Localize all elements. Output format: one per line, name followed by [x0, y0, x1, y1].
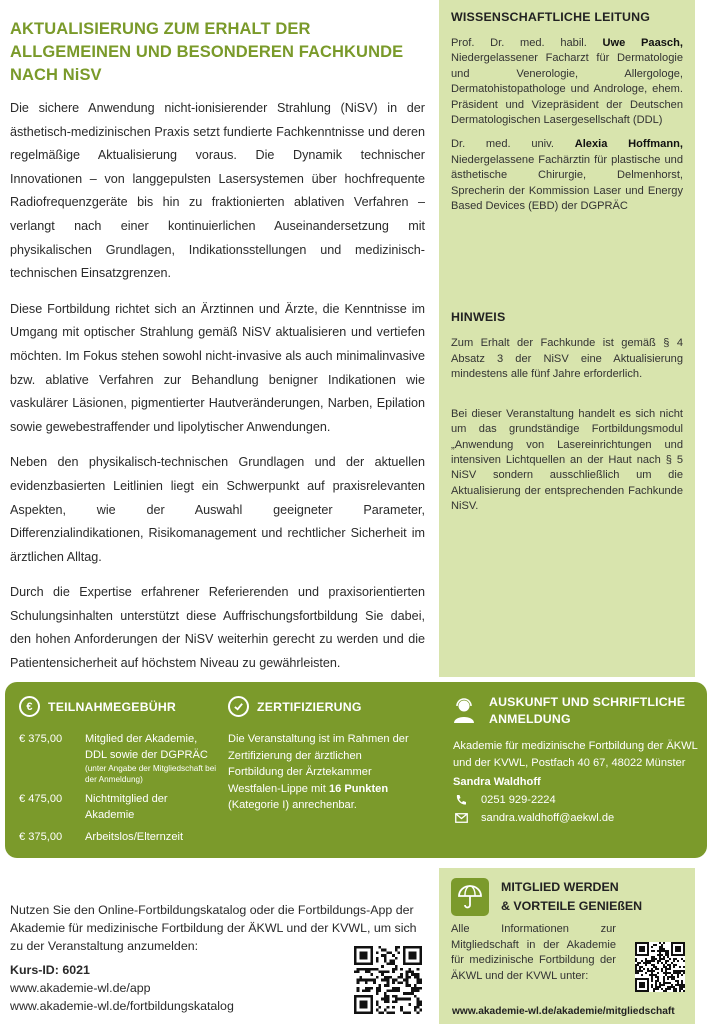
person-paasch — [451, 36, 683, 128]
certification-points: 16 Punkten — [328, 782, 389, 795]
phone-icon — [453, 794, 469, 806]
email-address[interactable]: sandra.waldhoff@aekwl.de — [481, 812, 615, 824]
fee-label — [85, 731, 219, 785]
certification-text — [228, 731, 420, 814]
phone-row[interactable] — [453, 794, 703, 806]
fee-note: (unter Angabe der Mitgliedschaft bei der Anmeldung) — [85, 764, 217, 784]
paragraph-focus: Neben den physikalisch-technischen Grundlagen und der aktuellen evidenzbasierten Leitlinien liegt ein Schwerpunkt auf praxisrelevanten Aspekten, wie der Auswahl geeigneter Parameter, Differenzialindikationen, Risikomanagement und rechtlicher Sicherheit im ärztlichen Alltag. — [10, 455, 425, 564]
fee-label: Nichtmitglied der Akademie — [85, 793, 168, 821]
hinweis-text-1: Zum Erhalt der Fachkunde ist gemäß § 4 Absatz 3 der NiSV eine Aktualisierung mindestens alle fünf Jahre erforderlich. — [451, 337, 683, 381]
certification-text-before: Die Veranstaltung ist im Rahmen der Zertifizierung der ärztlichen Fortbildung der Ärztekammer Westfalen-Lippe mit — [228, 733, 409, 795]
umbrella-icon — [451, 878, 489, 916]
person-headset-icon — [453, 698, 475, 724]
info-header — [453, 694, 703, 728]
leitung-heading: WISSENSCHAFTLICHE LEITUNG — [451, 10, 651, 24]
fees-section — [19, 696, 219, 845]
info-heading: AUSKUNFT UND SCHRIFTLICHE ANMELDUNG — [489, 695, 686, 726]
fee-price: € 375,00 — [19, 733, 63, 745]
email-row[interactable] — [453, 812, 703, 824]
person-prefix: Prof. Dr. med. habil. — [451, 37, 587, 49]
mail-icon — [453, 813, 469, 823]
membership-title-1: MITGLIED WERDEN — [501, 880, 619, 894]
membership-text: Alle Informationen zur Mitgliedschaft in der Akademie für medizinische Fortbildung der ÄKWL und der KVWL unter: — [451, 923, 616, 982]
main-content — [10, 18, 425, 688]
fees-header — [19, 696, 219, 717]
paragraph-audience: Diese Fortbildung richtet sich an Ärztinnen und Ärzte, die Kenntnisse im Umgang mit optischer Strahlung gemäß NiSV aktualisieren und vertiefen möchten. Im Fokus stehen sowohl nicht-invasive als auch minimalinvasive bzw. ablative Verfahren zur Behandlung benigner Indikationen wie vaskulärer Läsionen, pigmentierter Hautveränderungen, Narben, Epilation sowie gewebestraffender und lipolytischer Anwendungen. — [10, 301, 425, 434]
fee-row — [19, 829, 219, 845]
membership-title — [501, 878, 642, 916]
fee-price: € 375,00 — [19, 831, 63, 843]
phone-number[interactable]: 0251 929-2224 — [481, 794, 556, 806]
person-hoffmann — [451, 137, 683, 214]
link-katalog[interactable]: www.akademie-wl.de/fortbildungskatalog — [10, 999, 234, 1013]
fee-row — [19, 791, 219, 823]
hinweis-text-2: Bei dieser Veranstaltung handelt es sich nicht um das grundständige Fortbildungsmodul „Anwendung von Lasereinrichtungen und intensiven Lichtquellen an der Haut nach § 5 NiSV sondern ausschließlich um die Aktualisierung der entsprechenden Fachkunde NiSV. — [451, 407, 683, 513]
fee-label: Arbeitslos/Elternzeit — [85, 831, 184, 843]
paragraph-intro: Die sichere Anwendung nicht-ionisierender Strahlung (NiSV) in der ästhetisch-medizinischen Praxis setzt fundierte Fachkenntnisse und deren regelmäßige Aktualisierung voraus. Die Dynamik technischer Innovationen – von langgepulsten Lasersystemen über hochfrequente Radiofrequenzgeräte bis hin zu fraktionierten ablativen Verfahren – verlangt nach einer kontinuierlichen Auseinandersetzung mit physikalischen Grundlagen, Indikationsstellungen und medizinisch-technischen Einsatzgrenzen. — [10, 101, 425, 281]
fee-label-text: Mitglied der Akademie, DDL sowie der DGPRÄC — [85, 733, 208, 761]
certification-section — [228, 696, 428, 814]
hinweis-heading: HINWEIS — [451, 310, 506, 325]
page-title: AKTUALISIERUNG ZUM ERHALT DER ALLGEMEINEN UND BESONDEREN FACHKUNDE NACH NiSV — [10, 20, 404, 84]
qr-code-membership — [635, 942, 685, 992]
contact-name: Sandra Waldhoff — [453, 776, 541, 788]
fee-row — [19, 731, 219, 785]
person-prefix: Dr. med. univ. — [451, 138, 554, 151]
certification-text-after: (Kategorie I) anrechenbar. — [228, 799, 357, 811]
qr-code-catalog — [354, 946, 422, 1014]
membership-title-2: & VORTEILE GENIEßEN — [501, 899, 643, 913]
info-band — [5, 682, 707, 858]
membership-link[interactable]: www.akademie-wl.de/akademie/mitgliedschaft — [452, 1006, 675, 1017]
certification-header — [228, 696, 428, 717]
kurs-id: Kurs-ID: 6021 — [10, 963, 90, 977]
certification-heading: ZERTIFIZIERUNG — [257, 699, 362, 714]
info-org: Akademie für medizinische Fortbildung der ÄKWL und der KVWL, Postfach 40 67, 48022 Münster — [453, 740, 698, 769]
euro-icon: € — [19, 696, 40, 717]
fees-heading: TEILNAHMEGEBÜHR — [48, 699, 177, 714]
link-app[interactable]: www.akademie-wl.de/app — [10, 981, 151, 995]
check-icon — [228, 696, 249, 717]
person-name: Uwe Paasch, — [602, 37, 683, 49]
person-desc: Niedergelassener Facharzt für Dermatologie und Venerologie, Allergologe, Dermatohistopathologe und Androloge, ehem. Präsident und Vizepräsident der Deutschen Dermatologischen Lasergesellschaft (DDL) — [451, 52, 683, 127]
person-name: Alexia Hoffmann, — [574, 138, 683, 151]
membership-header — [451, 878, 683, 916]
registration-intro: Nutzen Sie den Online-Fortbildungskatalog oder die Fortbildungs-App der Akademie für medizinische Fortbildung der ÄKWL und der KVWL, um sich zu der Veranstaltung anzumelden: — [10, 903, 417, 953]
fee-price: € 475,00 — [19, 793, 63, 805]
person-desc: Niedergelassene Fachärztin für plastische und ästhetische Chirurgie, Delmenhorst, Sprecherin der Kommission Laser und Energy Based Devices (EBD) der DGPRÄC — [451, 153, 683, 213]
info-section — [453, 694, 703, 824]
sidebar — [439, 0, 695, 677]
paragraph-expertise: Durch die Expertise erfahrener Referierenden und praxisorientierten Schulungsinhalten unterstützt diese Auffrischungsfortbildung Sie dabei, den hohen Anforderungen der NiSV weiterhin gerecht zu werden und die Patientensicherheit auf höchstem Niveau zu gewährleisten. — [10, 585, 425, 671]
